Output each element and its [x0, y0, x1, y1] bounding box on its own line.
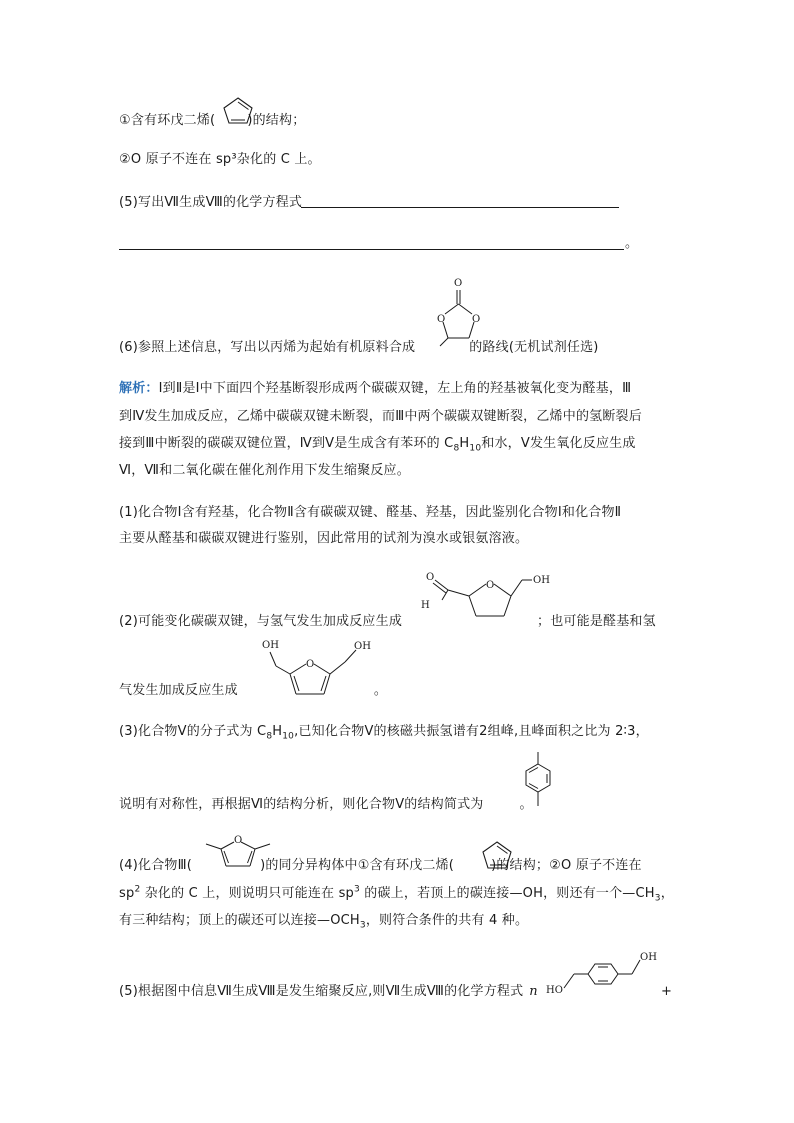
end-period: 。 [625, 236, 639, 251]
analysis-line-1: 解析：Ⅰ到Ⅱ是Ⅰ中下面四个羟基断裂形成两个碳碳双键，左上角的羟基被氧化变为醛基，Ⅲ [119, 381, 632, 396]
q4-condition-1: ①含有环戊二烯( )的结构； [119, 113, 306, 128]
analysis-line-3: 接到Ⅲ中断裂的碳碳双键位置，Ⅳ到Ⅴ是生成含有苯环的 $C_8H_{10}$和水，Ⅴ发生氧化反应生成 [119, 436, 636, 454]
furan-o: O [234, 835, 243, 846]
answer-2-line-2: 气发生加成反应生成 。 [119, 683, 388, 698]
answer-4-line-2: $sp^2$ 杂化的 C 上，则说明只可能连在 $sp^3$ 的碳上，若顶上的碳连接—OH，则还有一个$—CH_3$， [119, 884, 674, 904]
hydroxyl-left: OH [262, 640, 279, 651]
benzene-dimethanol-structure [538, 948, 668, 1002]
answer-5-line: (5)根据图中信息Ⅶ生成Ⅷ是发生缩聚反应,则Ⅶ生成Ⅷ的化学方程式 n [119, 984, 538, 999]
analysis-line-2: 到Ⅳ发生加成反应，乙烯中碳碳双键未断裂，而Ⅲ中两个碳碳双键断裂，乙烯中的氢断裂后 [119, 409, 642, 424]
answer-4-line-3: 有三种结构；顶上的碳还可以连接$—OCH_3$，则符合条件的共有 4 种。 [119, 913, 529, 931]
answer-3-line-1: (3)化合物Ⅴ的分子式为 $C_8H_{10}$,已知化合物Ⅴ的核磁共振氢谱有2组峰,且峰面积之比为 2∶3， [119, 724, 649, 742]
ring-o-left: O [437, 314, 446, 325]
hydroxyl-right: OH [640, 952, 657, 963]
furan-o: O [306, 659, 315, 670]
answer-1-line-2: 主要从醛基和碳碳双键进行鉴别，因此常用的试剂为溴水或银氨溶液。 [119, 531, 529, 546]
answer-3-line-2: 说明有对称性，再根据Ⅵ的结构分析，则化合物Ⅴ的结构简式为 。 [119, 797, 533, 812]
answer-1-line-1: (1)化合物Ⅰ含有羟基，化合物Ⅱ含有碳碳双键、醛基、羟基，因此鉴别化合物Ⅰ和化合物Ⅱ [119, 505, 622, 520]
hydroxyl-right: OH [354, 641, 371, 652]
ring-o-right: O [472, 314, 481, 325]
aldehyde-h: H [421, 600, 430, 611]
hydroxyl-left: HO [546, 985, 563, 996]
analysis-label: 解析： [119, 381, 159, 396]
answer-blank-2[interactable] [119, 249, 624, 250]
ring-o: O [486, 580, 495, 591]
cyclopentadiene-structure-1 [221, 96, 255, 126]
hydroxyl: OH [533, 575, 550, 586]
carbonyl-o: O [454, 278, 463, 289]
q4-condition-2: ②O 原子不连在 sp³杂化的 C 上。 [119, 152, 321, 167]
answer-2-line-1: (2)可能变化碳碳双键，与氢气发生加成反应生成 ；也可能是醛基和氢 [119, 614, 656, 629]
analysis-line-4: Ⅵ，Ⅶ和二氧化碳在催化剂作用下发生缩聚反应。 [119, 463, 410, 478]
q5-question: (5)写出Ⅶ生成Ⅷ的化学方程式 [119, 195, 303, 210]
q6-question: (6)参照上述信息，写出以丙烯为起始有机原料合成 的路线(无机试剂任选) [119, 340, 599, 355]
answer-blank-1[interactable] [301, 207, 619, 208]
aldehyde-o: O [426, 572, 435, 583]
answer-4-line-1: (4)化合物Ⅲ( )的同分异构体中①含有环戊二烯( )的结构；②O 原子不连在 [119, 858, 642, 873]
plus-sign: + [661, 984, 672, 999]
